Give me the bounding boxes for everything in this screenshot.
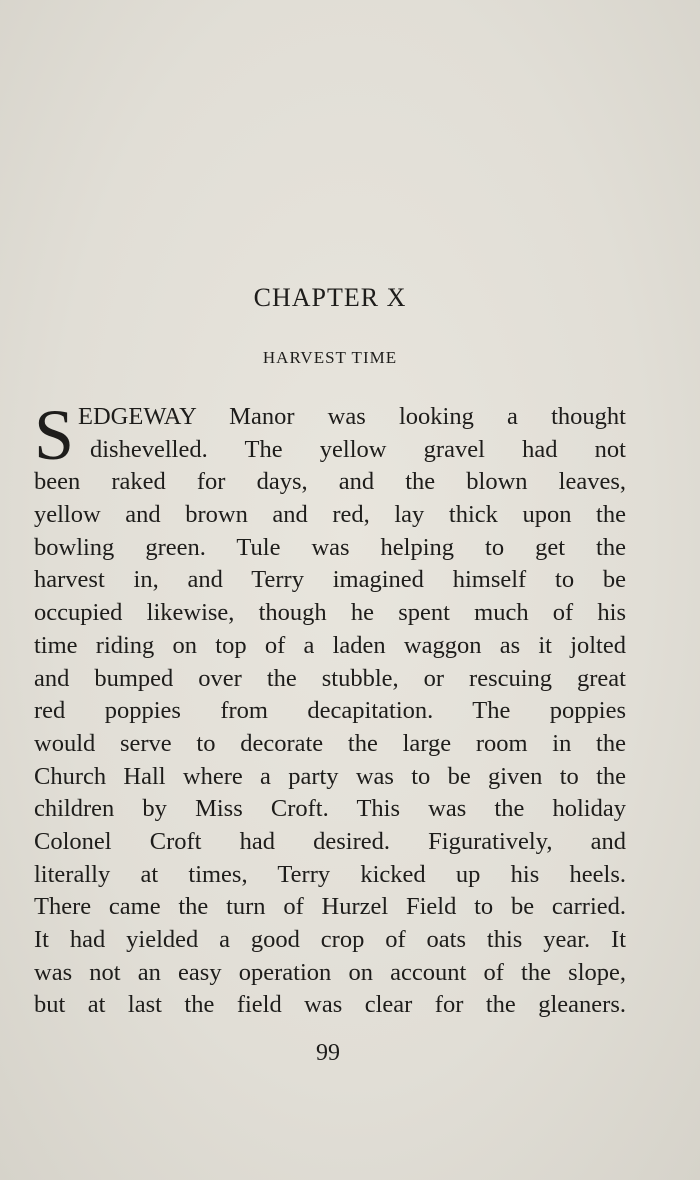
text-line: would serve to decorate the large room in the — [34, 729, 626, 757]
body-paragraph — [34, 395, 626, 1022]
text-line: literally at times, Terry kicked up his heels. — [34, 860, 626, 888]
text-line: It had yielded a good crop of oats this year. It — [34, 926, 626, 953]
text-line: bowling green. Tule was helping to get the — [34, 533, 626, 561]
text-line: Colonel Croft had desired. Figuratively, and — [34, 827, 626, 855]
text-line: was not an easy operation on account of the slope, — [34, 958, 626, 986]
text-line: yellow and brown and red, lay thick upon the — [34, 501, 626, 529]
text-line: but at last the field was clear for the gleaners. — [34, 991, 626, 1019]
text-line: Church Hall where a party was to be given to the — [34, 762, 626, 790]
chapter-subtitle: HARVEST TIME — [262, 348, 398, 367]
text-line: occupied likewise, though he spent much of his — [34, 599, 626, 627]
text-line: been raked for days, and the blown leaves, — [34, 468, 626, 496]
text-line: and bumped over the stubble, or rescuing great — [34, 664, 626, 692]
page-number: 99 — [316, 1040, 340, 1066]
chapter-heading: CHAPTER X — [253, 283, 407, 312]
text-line: children by Miss Croft. This was the holiday — [34, 795, 626, 823]
text-line: There came the turn of Hurzel Field to be carried. — [34, 893, 626, 921]
text-line: harvest in, and Terry imagined himself to be — [34, 566, 626, 594]
drop-cap: S — [34, 395, 75, 475]
text-line: time riding on top of a laden waggon as it jolted — [34, 631, 626, 659]
text-line: EDGEWAY Manor was looking a thought — [78, 403, 626, 430]
text-line: red poppies from decapitation. The poppies — [34, 697, 626, 725]
text-line: dishevelled. The yellow gravel had not — [90, 435, 626, 463]
